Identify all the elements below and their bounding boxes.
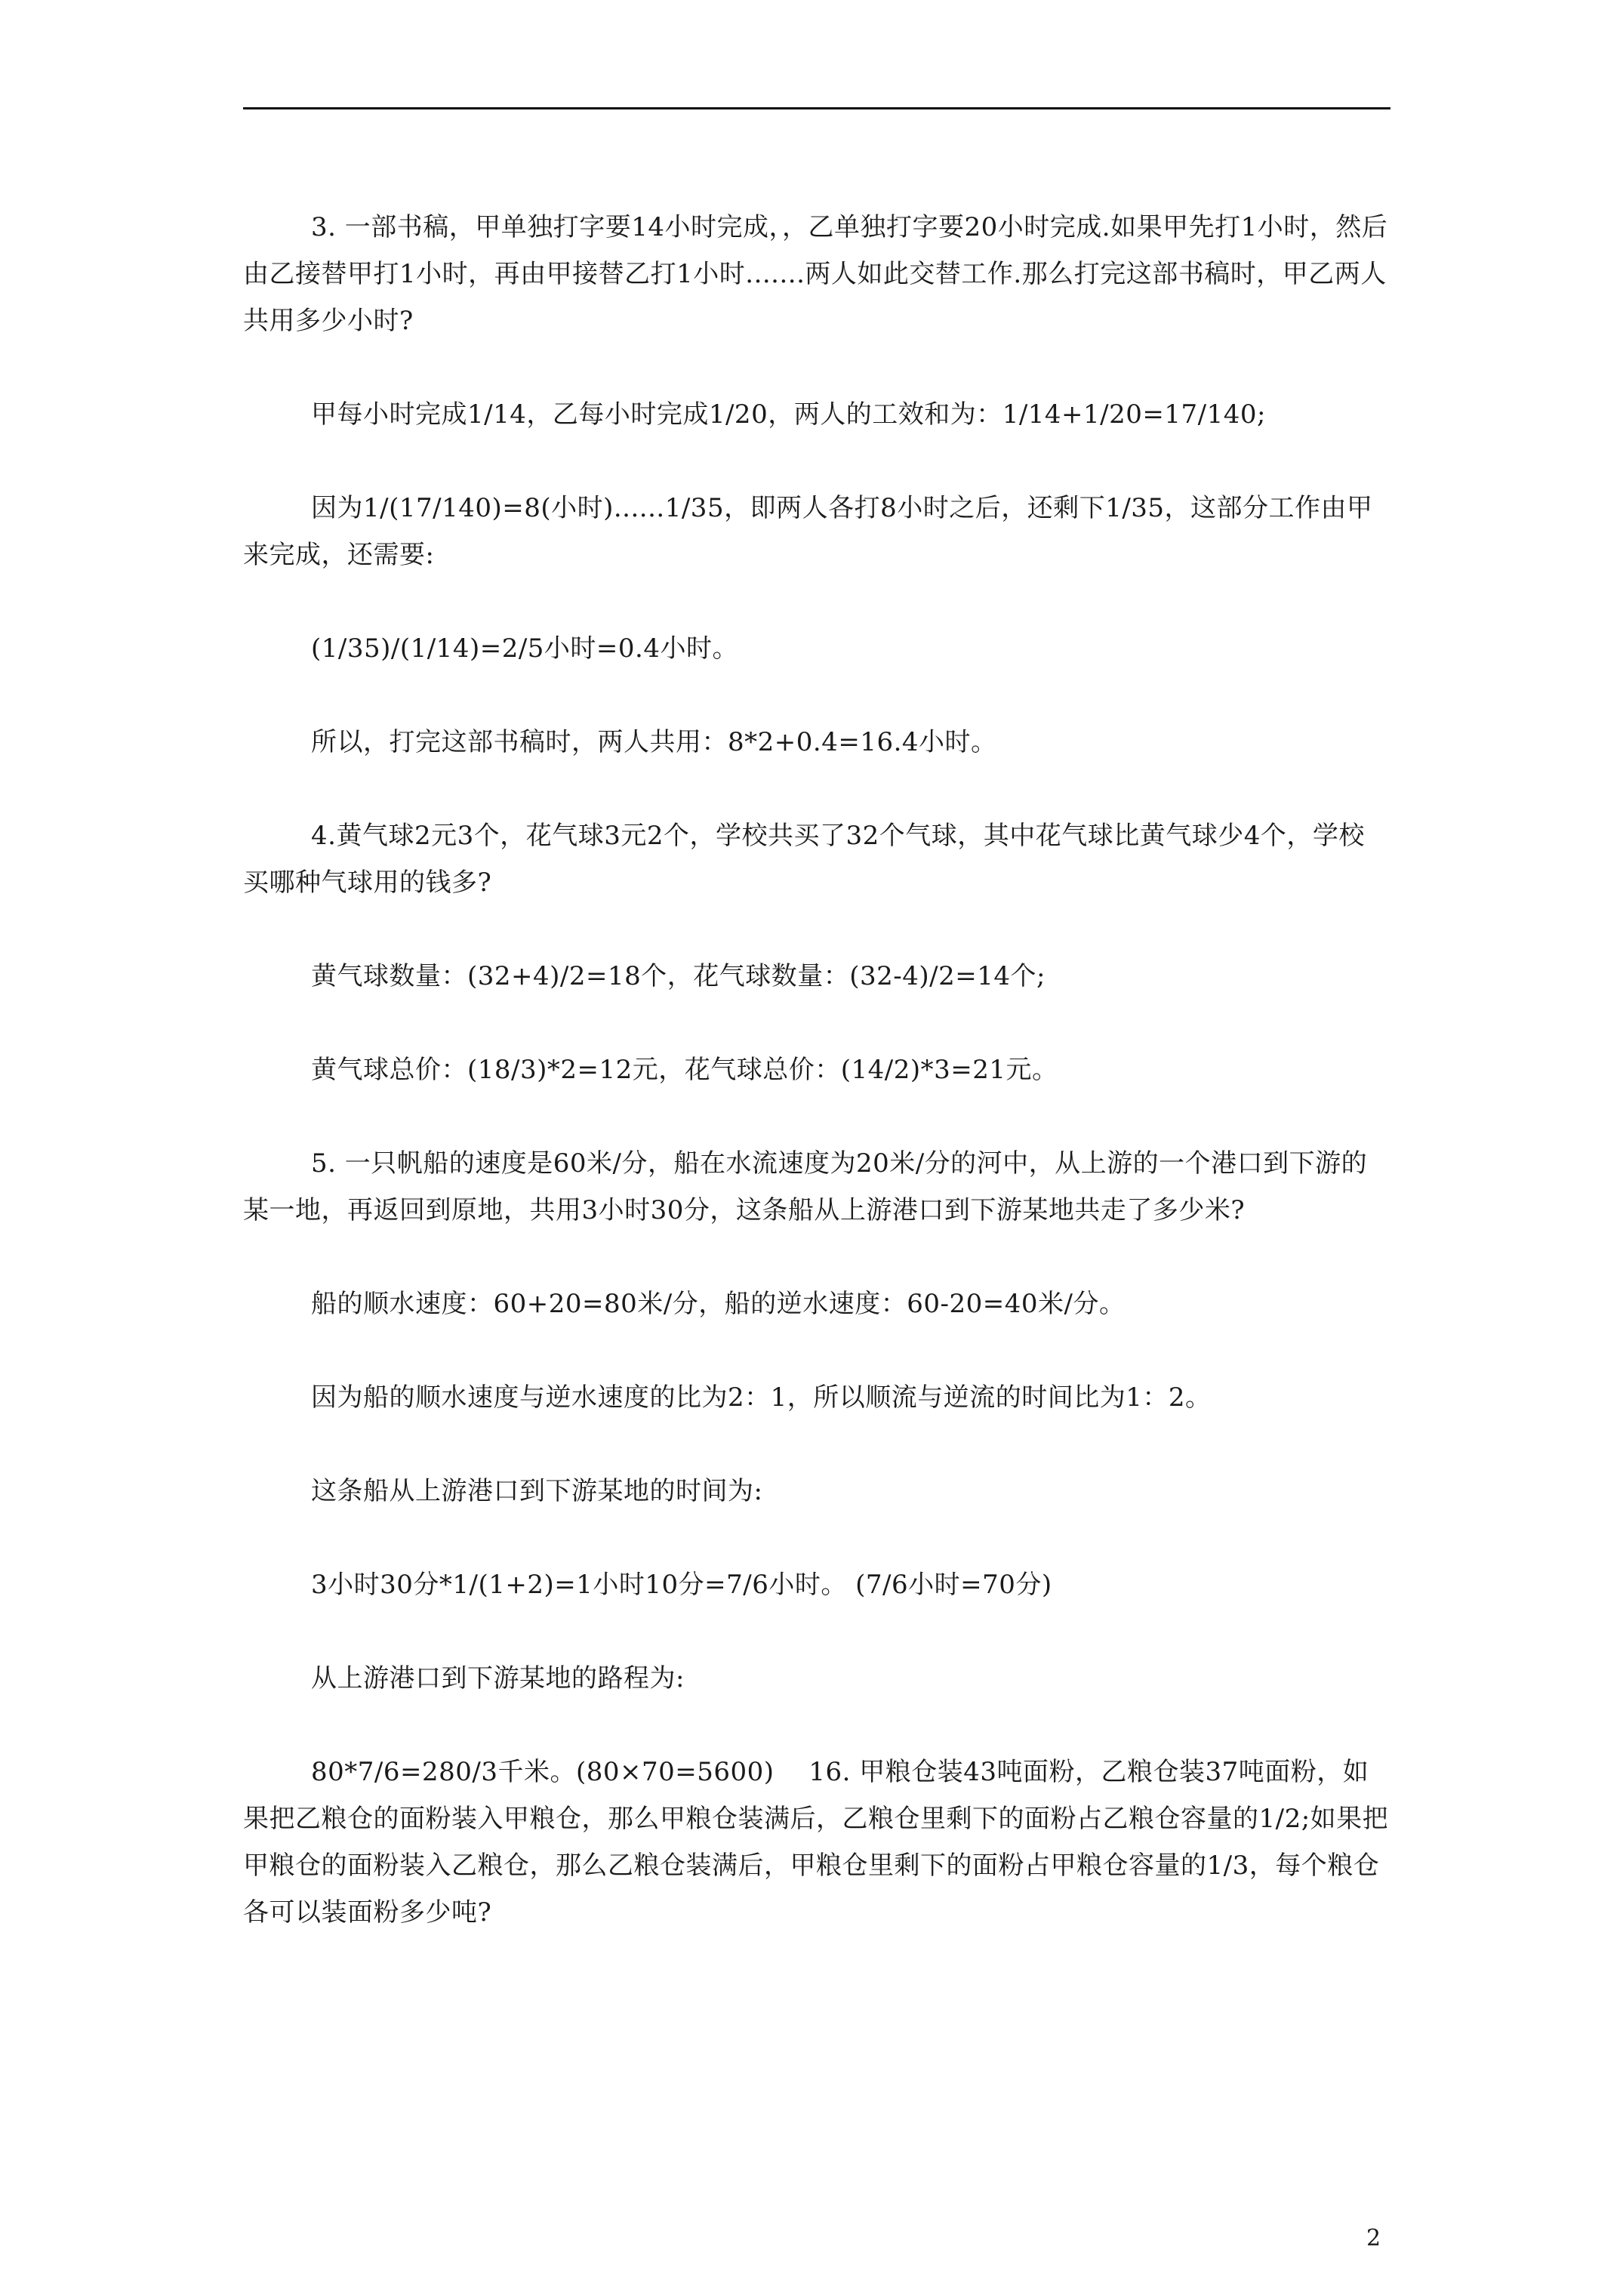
problem-4-statement: 4.黄气球2元3个，花气球3元2个，学校共买了32个气球，其中花气球比黄气球少4个，学校买哪种气球用的钱多? xyxy=(243,821,1365,898)
problem-4-step-1: 黄气球数量：(32+4)/2=18个，花气球数量：(32-4)/2=14个; xyxy=(311,961,1046,991)
problem-5-step-4: 3小时30分*1/(1+2)=1小时10分=7/6小时。 (7/6小时=70分) xyxy=(311,1570,1052,1600)
header-rule xyxy=(243,107,1390,109)
problem-5-step-5: 从上游港口到下游某地的路程为: xyxy=(311,1663,685,1693)
problem-3-answer: 所以，打完这部书稿时，两人共用：8*2+0.4=16.4小时。 xyxy=(311,727,997,757)
problem-4-step-2: 黄气球总价：(18/3)*2=12元，花气球总价：(14/2)*3=21元。 xyxy=(311,1055,1058,1085)
problem-3-step-2: 因为1/(17/140)=8(小时)......1/35，即两人各打8小时之后，还剩下1/35，这部分工作由甲来完成，还需要: xyxy=(243,493,1373,570)
problem-5-answer-and-problem-16: 80*7/6=280/3千米。(80×70=5600) 16. 甲粮仓装43吨面粉，乙粮仓装37吨面粉，如果把乙粮仓的面粉装入甲粮仓，那么甲粮仓装满后，乙粮仓里剩下的面粉占乙粮仓容量的1/2;如果把甲粮仓的面粉装入乙粮仓，那么乙粮仓装满后，甲粮仓里剩下的面粉占甲粮仓容量的1/3，每个粮仓各可以装面粉多少吨? xyxy=(243,1757,1389,1928)
problem-5-step-2: 因为船的顺水速度与逆水速度的比为2：1，所以顺流与逆流的时间比为1：2。 xyxy=(311,1382,1212,1413)
problem-3-step-3: (1/35)/(1/14)=2/5小时=0.4小时。 xyxy=(311,633,738,664)
problem-5-step-1: 船的顺水速度：60+20=80米/分，船的逆水速度：60-20=40米/分。 xyxy=(311,1289,1126,1319)
document-body xyxy=(243,204,1390,1936)
problem-3-step-1: 甲每小时完成1/14，乙每小时完成1/20，两人的工效和为：1/14+1/20=17/140; xyxy=(311,399,1266,430)
problem-5-step-3: 这条船从上游港口到下游某地的时间为: xyxy=(311,1476,763,1506)
problem-5-statement: 5. 一只帆船的速度是60米/分，船在水流速度为20米/分的河中，从上游的一个港口到下游的某一地，再返回到原地，共用3小时30分，这条船从上游港口到下游某地共走了多少米? xyxy=(243,1148,1368,1225)
page-number: 2 xyxy=(1366,2225,1381,2251)
problem-3-statement: 3. 一部书稿，甲单独打字要14小时完成，，乙单独打字要20小时完成.如果甲先打1小时，然后由乙接替甲打1小时，再由甲接替乙打1小时.......两人如此交替工作.那么打完这部书稿时，甲乙两人共用多少小时? xyxy=(243,212,1388,336)
